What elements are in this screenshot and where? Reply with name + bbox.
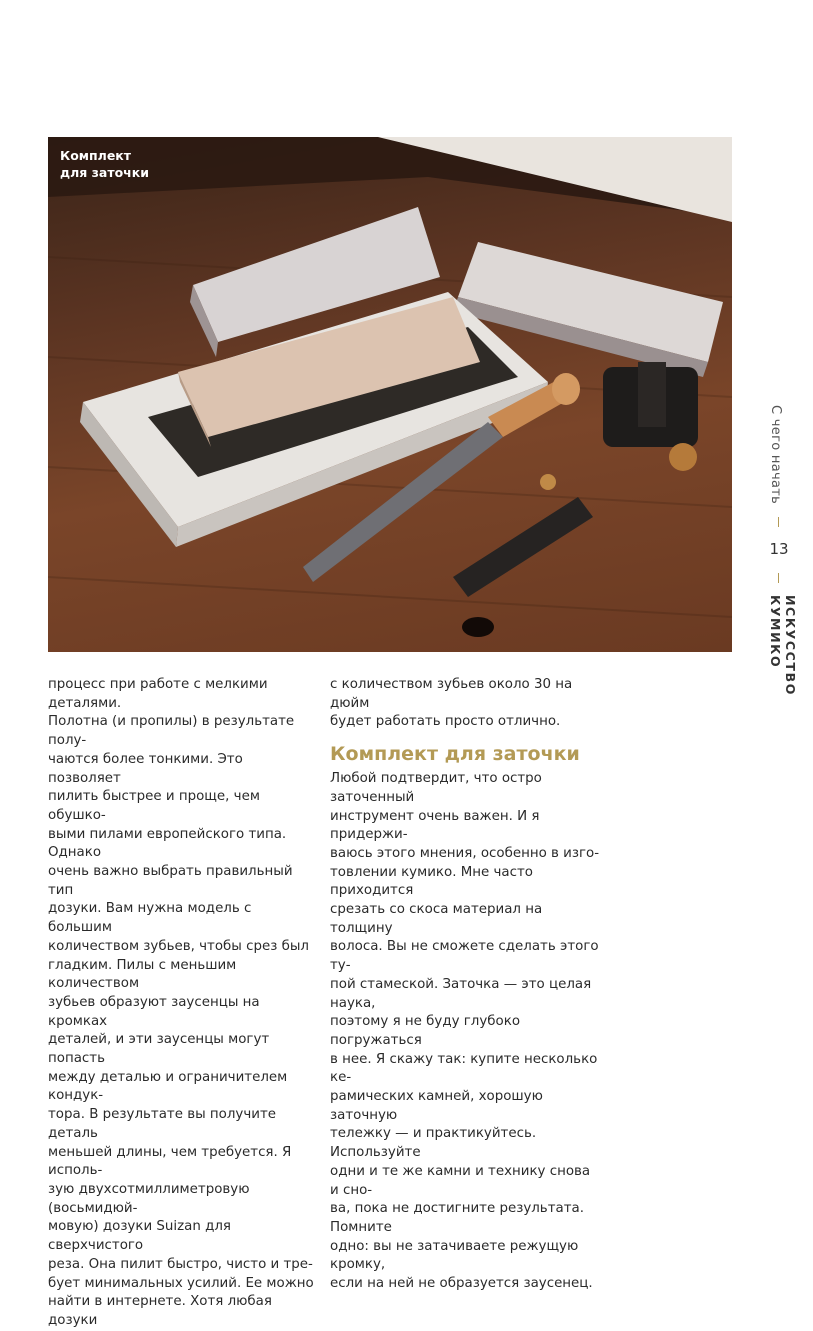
text-line: тележку — и практикуйтесь. Используйте [330,1126,537,1161]
text-line: мовую) дозуки Suizan для сверхчистого [48,1219,231,1254]
text-line: очень важно выбрать правильный тип [48,864,293,898]
text-line: гладким. Пилы с меньшим количеством [48,957,237,992]
text-line: Любой подтвердит, что остро заточенный [330,771,542,805]
body-paragraph [330,770,600,1294]
text-line: Полотна (и пропилы) в результате полу- [48,714,295,749]
photo-illustration [48,137,732,652]
text-line: если на ней не образуется заусенец. [330,1276,593,1292]
text-line: тора. В результате вы получите деталь [48,1107,276,1141]
text-line: одно: вы не затачиваете режущую кромку, [330,1238,579,1273]
sharpening-kit-photo [48,137,732,652]
photo-caption-line: Комплект [60,148,132,163]
body-paragraph [48,676,318,1331]
right-text-column [330,676,600,1294]
left-text-column [48,676,318,1331]
text-line: с количеством зубьев около 30 на дюйм [330,677,573,711]
text-line: волоса. Вы не сможете сделать этого ту- [330,939,599,974]
book-title: ИСКУССТВО КУМИКО [768,595,798,696]
text-line: поэтому я не буду глубоко погружаться [330,1014,521,1048]
text-line: деталей, и эти заусенцы могут попасть [48,1032,270,1067]
chapter-title: С чего начать [768,405,783,505]
text-line: выми пилами европейского типа. Однако [48,826,287,861]
text-line: пилить быстрее и проще, чем обушко- [48,789,260,823]
honing-guide [603,362,698,471]
photo-caption-line: для заточки [60,165,149,180]
photo-caption [60,147,149,181]
text-line: меньшей длины, чем требуется. Я исполь- [48,1144,292,1179]
text-line: дозуки. Вам нужна модель с большим [48,901,252,936]
text-line: чаются более тонкими. Это позволяет [48,751,243,786]
section-heading: Комплект для заточки [330,743,580,766]
text-line: срезать со скоса материал на толщину [330,902,543,936]
text-line: количеством зубьев, чтобы срез был [48,938,309,954]
text-line: зубьев образуют заусенцы на кромках [48,994,260,1029]
text-line: инструмент очень важен. И я придержи- [330,808,540,843]
text-line: процесс при работе с мелкими деталями. [48,677,268,711]
text-line: товлении кумико. Мне часто приходится [330,864,533,899]
text-line: реза. Она пилит быстро, чисто и тре- [48,1256,313,1272]
text-line: в нее. Я скажу так: купите несколько ке- [330,1051,598,1086]
divider [778,517,779,527]
text-line: ва, пока не достигните результата. Помните [330,1201,584,1235]
text-line: между деталью и ограничителем кондук- [48,1069,288,1104]
divider [778,573,779,583]
text-line: ваюсь этого мнения, особенно в изго- [330,845,600,861]
text-line: зую двухсотмиллиметровую (восьмидюй- [48,1181,250,1216]
page-number: 13 [769,540,789,558]
text-line: одни и те же камни и технику снова и сно- [330,1163,591,1198]
page-sidebar [762,395,796,735]
text-line: будет работать просто отлично. [330,714,561,730]
intro-paragraph [330,676,600,732]
text-line: найти в интернете. Хотя любая дозуки [48,1294,272,1328]
text-line: бует минимальных усилий. Ее можно [48,1275,314,1291]
text-line: пой стамеской. Заточка — это целая наука, [330,976,592,1011]
text-line: рамических камней, хорошую заточную [330,1089,543,1123]
